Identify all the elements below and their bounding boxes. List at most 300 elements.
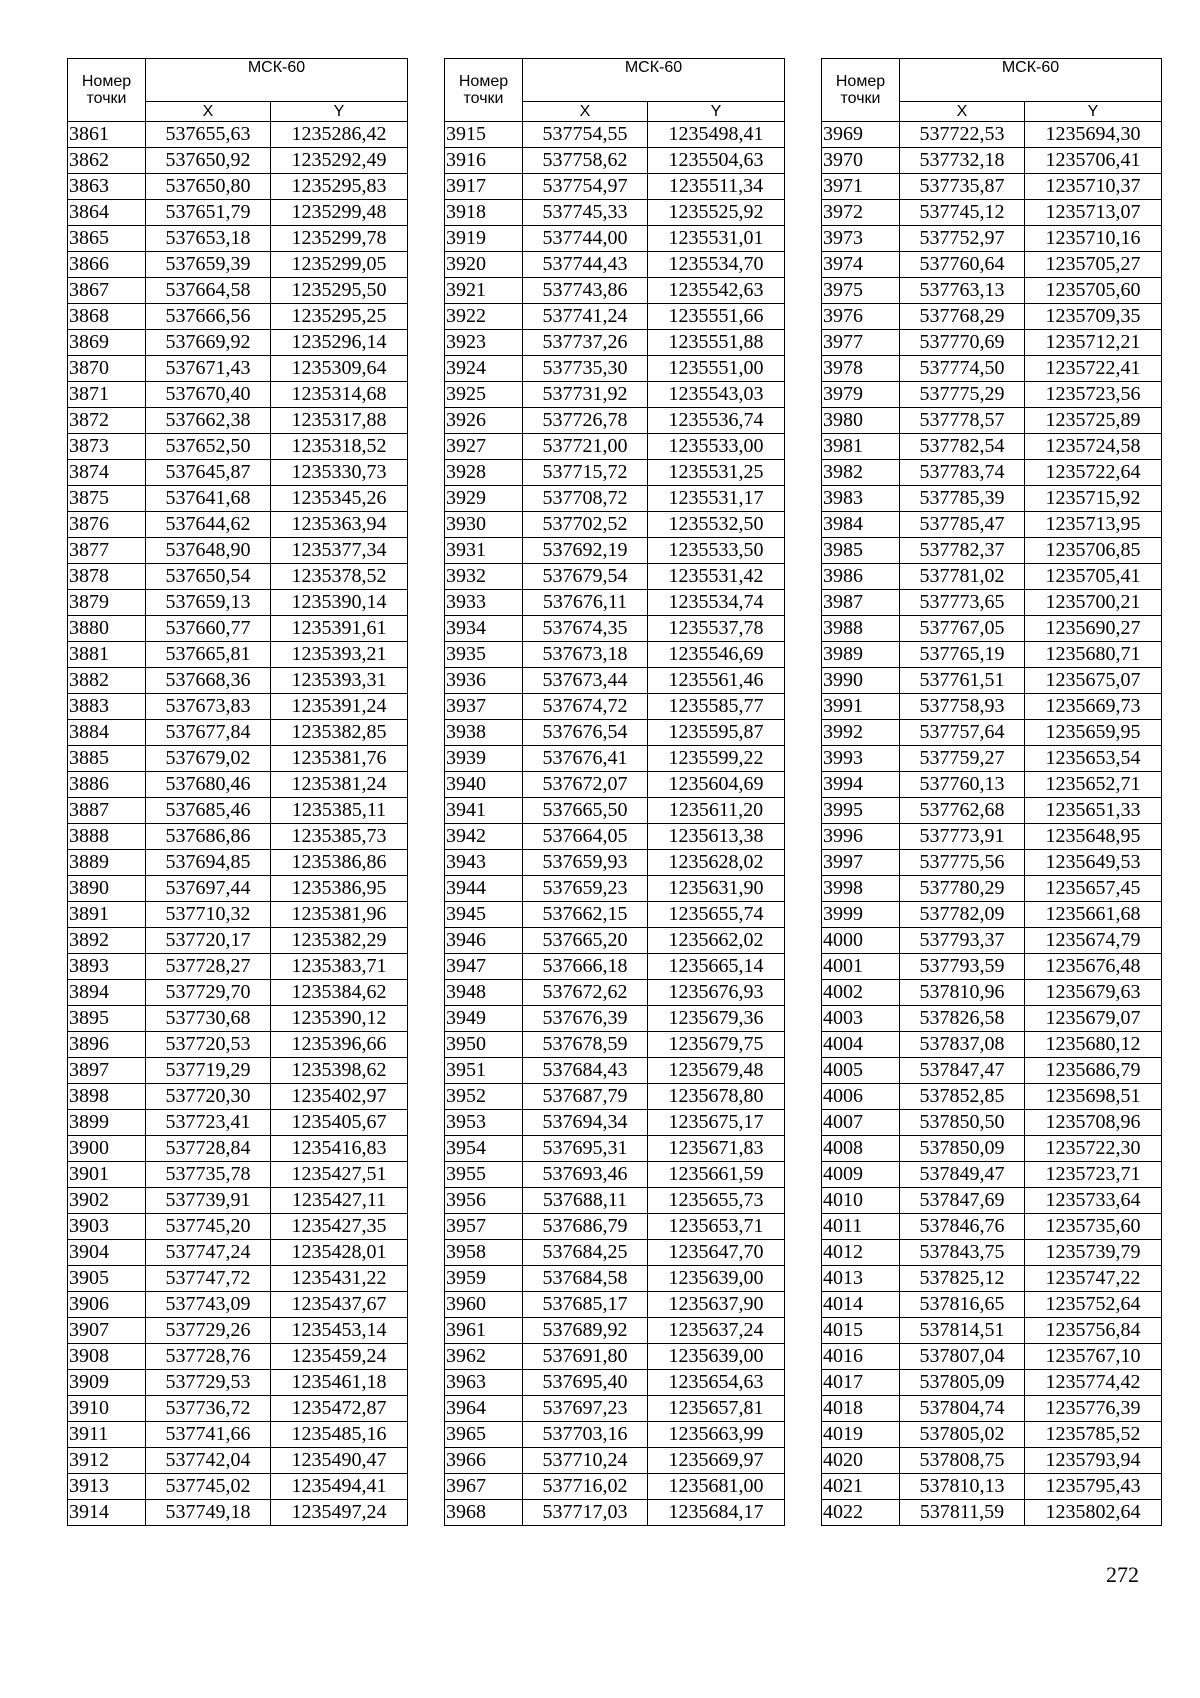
y-coordinate-cell: 1235377,34 xyxy=(271,538,408,564)
y-coordinate-cell: 1235679,07 xyxy=(1025,1006,1162,1032)
table-row xyxy=(68,1448,408,1474)
point-number-cell: 3902 xyxy=(68,1188,146,1214)
x-coordinate-cell: 537666,18 xyxy=(523,954,648,980)
x-coordinate-cell: 537676,39 xyxy=(523,1006,648,1032)
y-coordinate-cell: 1235706,41 xyxy=(1025,148,1162,174)
x-coordinate-cell: 537761,51 xyxy=(900,668,1025,694)
y-coordinate-cell: 1235537,78 xyxy=(648,616,785,642)
x-coordinate-cell: 537728,27 xyxy=(146,954,271,980)
point-number-cell: 4007 xyxy=(822,1110,900,1136)
x-coordinate-cell: 537744,00 xyxy=(523,226,648,252)
x-coordinate-cell: 537717,03 xyxy=(523,1500,648,1526)
point-number-cell: 3873 xyxy=(68,434,146,460)
table-row xyxy=(822,226,1162,252)
y-coordinate-cell: 1235655,74 xyxy=(648,902,785,928)
x-coordinate-cell: 537804,74 xyxy=(900,1396,1025,1422)
table-row xyxy=(822,434,1162,460)
point-number-cell: 4009 xyxy=(822,1162,900,1188)
y-coordinate-cell: 1235776,39 xyxy=(1025,1396,1162,1422)
point-number-cell: 3948 xyxy=(445,980,523,1006)
point-number-cell: 4018 xyxy=(822,1396,900,1422)
y-coordinate-cell: 1235498,41 xyxy=(648,122,785,148)
x-coordinate-cell: 537660,77 xyxy=(146,616,271,642)
point-number-cell: 3971 xyxy=(822,174,900,200)
point-number-cell: 3881 xyxy=(68,642,146,668)
y-coordinate-cell: 1235722,64 xyxy=(1025,460,1162,486)
point-number-cell: 3932 xyxy=(445,564,523,590)
x-coordinate-cell: 537770,69 xyxy=(900,330,1025,356)
point-number-cell: 3908 xyxy=(68,1344,146,1370)
point-number-cell: 3992 xyxy=(822,720,900,746)
point-number-cell: 3940 xyxy=(445,772,523,798)
point-number-cell: 3937 xyxy=(445,694,523,720)
point-number-cell: 4021 xyxy=(822,1474,900,1500)
table-row xyxy=(68,1370,408,1396)
point-number-cell: 3878 xyxy=(68,564,146,590)
table-row xyxy=(68,720,408,746)
table-row xyxy=(822,980,1162,1006)
table-row xyxy=(822,902,1162,928)
y-coordinate-cell: 1235680,12 xyxy=(1025,1032,1162,1058)
table-row xyxy=(68,928,408,954)
x-coordinate-cell: 537758,62 xyxy=(523,148,648,174)
x-coordinate-cell: 537735,30 xyxy=(523,356,648,382)
table-row xyxy=(822,1474,1162,1500)
x-coordinate-cell: 537715,72 xyxy=(523,460,648,486)
table-row xyxy=(822,1058,1162,1084)
x-coordinate-cell: 537689,92 xyxy=(523,1318,648,1344)
y-coordinate-cell: 1235649,53 xyxy=(1025,850,1162,876)
y-coordinate-cell: 1235295,25 xyxy=(271,304,408,330)
point-number-cell: 3973 xyxy=(822,226,900,252)
y-coordinate-cell: 1235599,22 xyxy=(648,746,785,772)
y-coordinate-cell: 1235497,24 xyxy=(271,1500,408,1526)
point-number-cell: 3969 xyxy=(822,122,900,148)
point-number-cell: 3900 xyxy=(68,1136,146,1162)
table-row xyxy=(68,1266,408,1292)
x-coordinate-cell: 537723,41 xyxy=(146,1110,271,1136)
x-coordinate-cell: 537742,04 xyxy=(146,1448,271,1474)
y-coordinate-cell: 1235653,71 xyxy=(648,1214,785,1240)
point-number-cell: 3949 xyxy=(445,1006,523,1032)
point-number-cell: 3960 xyxy=(445,1292,523,1318)
y-coordinate-cell: 1235739,79 xyxy=(1025,1240,1162,1266)
x-coordinate-cell: 537743,86 xyxy=(523,278,648,304)
point-number-cell: 3895 xyxy=(68,1006,146,1032)
point-number-cell: 3981 xyxy=(822,434,900,460)
table-row xyxy=(822,356,1162,382)
y-coordinate-cell: 1235709,35 xyxy=(1025,304,1162,330)
table-row xyxy=(445,304,785,330)
point-number-cell: 3906 xyxy=(68,1292,146,1318)
table-row xyxy=(822,746,1162,772)
x-coordinate-cell: 537686,86 xyxy=(146,824,271,850)
y-coordinate-cell: 1235669,97 xyxy=(648,1448,785,1474)
y-coordinate-cell: 1235531,01 xyxy=(648,226,785,252)
y-coordinate-cell: 1235705,27 xyxy=(1025,252,1162,278)
table-row xyxy=(822,772,1162,798)
table-row xyxy=(445,694,785,720)
point-number-header: Номер точки xyxy=(822,59,900,122)
y-coordinate-cell: 1235546,69 xyxy=(648,642,785,668)
table-row xyxy=(68,1084,408,1110)
point-number-cell: 3885 xyxy=(68,746,146,772)
y-coordinate-cell: 1235710,16 xyxy=(1025,226,1162,252)
point-number-cell: 3869 xyxy=(68,330,146,356)
point-number-cell: 4006 xyxy=(822,1084,900,1110)
point-number-cell: 3967 xyxy=(445,1474,523,1500)
x-coordinate-cell: 537849,47 xyxy=(900,1162,1025,1188)
y-coordinate-cell: 1235536,74 xyxy=(648,408,785,434)
y-coordinate-cell: 1235383,71 xyxy=(271,954,408,980)
x-coordinate-cell: 537676,11 xyxy=(523,590,648,616)
point-number-cell: 3995 xyxy=(822,798,900,824)
table-row xyxy=(822,564,1162,590)
table-row xyxy=(68,590,408,616)
point-number-cell: 3951 xyxy=(445,1058,523,1084)
point-number-cell: 3961 xyxy=(445,1318,523,1344)
x-coordinate-cell: 537697,23 xyxy=(523,1396,648,1422)
y-coordinate-cell: 1235459,24 xyxy=(271,1344,408,1370)
point-number-cell: 3998 xyxy=(822,876,900,902)
x-coordinate-cell: 537652,50 xyxy=(146,434,271,460)
x-coordinate-cell: 537650,92 xyxy=(146,148,271,174)
point-number-cell: 3996 xyxy=(822,824,900,850)
y-coordinate-cell: 1235690,27 xyxy=(1025,616,1162,642)
table-row xyxy=(445,1396,785,1422)
point-number-cell: 4013 xyxy=(822,1266,900,1292)
table-row xyxy=(445,356,785,382)
point-number-cell: 3889 xyxy=(68,850,146,876)
point-number-cell: 3980 xyxy=(822,408,900,434)
point-number-cell: 3870 xyxy=(68,356,146,382)
table-row xyxy=(68,382,408,408)
x-coordinate-cell: 537685,46 xyxy=(146,798,271,824)
point-number-cell: 3924 xyxy=(445,356,523,382)
x-coordinate-cell: 537785,39 xyxy=(900,486,1025,512)
x-coordinate-cell: 537745,33 xyxy=(523,200,648,226)
point-number-cell: 4008 xyxy=(822,1136,900,1162)
point-number-cell: 3901 xyxy=(68,1162,146,1188)
table-row xyxy=(68,798,408,824)
table-row xyxy=(68,200,408,226)
point-number-cell: 3931 xyxy=(445,538,523,564)
x-coordinate-cell: 537768,29 xyxy=(900,304,1025,330)
y-coordinate-cell: 1235386,86 xyxy=(271,850,408,876)
x-coordinate-cell: 537722,53 xyxy=(900,122,1025,148)
table-row xyxy=(445,252,785,278)
x-coordinate-cell: 537814,51 xyxy=(900,1318,1025,1344)
x-header: X xyxy=(523,102,648,122)
table-row xyxy=(822,382,1162,408)
y-coordinate-cell: 1235534,74 xyxy=(648,590,785,616)
x-coordinate-cell: 537805,09 xyxy=(900,1370,1025,1396)
x-coordinate-cell: 537645,87 xyxy=(146,460,271,486)
y-coordinate-cell: 1235345,26 xyxy=(271,486,408,512)
y-coordinate-cell: 1235542,63 xyxy=(648,278,785,304)
y-coordinate-cell: 1235661,68 xyxy=(1025,902,1162,928)
y-coordinate-cell: 1235637,24 xyxy=(648,1318,785,1344)
point-number-cell: 3879 xyxy=(68,590,146,616)
y-coordinate-cell: 1235651,33 xyxy=(1025,798,1162,824)
table-row xyxy=(822,1266,1162,1292)
coordinate-system-header: МСК-60 xyxy=(523,59,785,102)
x-coordinate-cell: 537684,25 xyxy=(523,1240,648,1266)
x-coordinate-cell: 537732,18 xyxy=(900,148,1025,174)
x-coordinate-cell: 537697,44 xyxy=(146,876,271,902)
y-coordinate-cell: 1235427,35 xyxy=(271,1214,408,1240)
y-coordinate-cell: 1235595,87 xyxy=(648,720,785,746)
x-coordinate-cell: 537694,34 xyxy=(523,1110,648,1136)
x-coordinate-cell: 537720,17 xyxy=(146,928,271,954)
point-number-cell: 3880 xyxy=(68,616,146,642)
x-coordinate-cell: 537673,44 xyxy=(523,668,648,694)
coordinates-table-1 xyxy=(67,58,408,1526)
table-row xyxy=(445,1344,785,1370)
point-number-cell: 3944 xyxy=(445,876,523,902)
table-row xyxy=(822,174,1162,200)
table-row xyxy=(445,330,785,356)
point-number-cell: 3958 xyxy=(445,1240,523,1266)
point-number-cell: 4001 xyxy=(822,954,900,980)
point-number-cell: 3884 xyxy=(68,720,146,746)
table-row xyxy=(68,694,408,720)
x-coordinate-cell: 537741,24 xyxy=(523,304,648,330)
table-row xyxy=(68,746,408,772)
x-coordinate-cell: 537651,79 xyxy=(146,200,271,226)
table-row xyxy=(822,1006,1162,1032)
table-row xyxy=(822,642,1162,668)
table-row xyxy=(445,746,785,772)
x-coordinate-cell: 537729,26 xyxy=(146,1318,271,1344)
table-row xyxy=(445,1370,785,1396)
y-coordinate-cell: 1235648,95 xyxy=(1025,824,1162,850)
x-coordinate-cell: 537679,54 xyxy=(523,564,648,590)
table-row xyxy=(445,1162,785,1188)
x-coordinate-cell: 537653,18 xyxy=(146,226,271,252)
x-coordinate-cell: 537728,76 xyxy=(146,1344,271,1370)
x-coordinate-cell: 537782,37 xyxy=(900,538,1025,564)
table-row xyxy=(445,512,785,538)
y-coordinate-cell: 1235684,17 xyxy=(648,1500,785,1526)
table-row xyxy=(822,824,1162,850)
x-coordinate-cell: 537684,43 xyxy=(523,1058,648,1084)
table-row xyxy=(445,902,785,928)
y-coordinate-cell: 1235405,67 xyxy=(271,1110,408,1136)
table-row xyxy=(822,1084,1162,1110)
x-coordinate-cell: 537747,24 xyxy=(146,1240,271,1266)
table-row xyxy=(822,616,1162,642)
x-coordinate-cell: 537810,13 xyxy=(900,1474,1025,1500)
table-row xyxy=(445,486,785,512)
x-coordinate-cell: 537710,32 xyxy=(146,902,271,928)
x-coordinate-cell: 537665,20 xyxy=(523,928,648,954)
table-row xyxy=(445,668,785,694)
y-coordinate-cell: 1235533,00 xyxy=(648,434,785,460)
table-row xyxy=(445,1084,785,1110)
table-row xyxy=(445,226,785,252)
x-coordinate-cell: 537720,30 xyxy=(146,1084,271,1110)
x-coordinate-cell: 537662,15 xyxy=(523,902,648,928)
y-coordinate-cell: 1235427,51 xyxy=(271,1162,408,1188)
table-row xyxy=(445,1266,785,1292)
table-row xyxy=(445,382,785,408)
y-coordinate-cell: 1235490,47 xyxy=(271,1448,408,1474)
point-number-cell: 3921 xyxy=(445,278,523,304)
table-row xyxy=(822,798,1162,824)
table-row xyxy=(445,122,785,148)
table-row xyxy=(68,226,408,252)
table-row xyxy=(68,616,408,642)
table-row xyxy=(445,1032,785,1058)
y-coordinate-cell: 1235382,29 xyxy=(271,928,408,954)
point-number-cell: 3897 xyxy=(68,1058,146,1084)
point-number-cell: 3983 xyxy=(822,486,900,512)
x-coordinate-cell: 537735,78 xyxy=(146,1162,271,1188)
x-coordinate-cell: 537754,55 xyxy=(523,122,648,148)
y-coordinate-cell: 1235657,45 xyxy=(1025,876,1162,902)
point-number-cell: 3978 xyxy=(822,356,900,382)
table-row xyxy=(822,1110,1162,1136)
point-number-cell: 3914 xyxy=(68,1500,146,1526)
table-row xyxy=(822,330,1162,356)
x-coordinate-cell: 537745,12 xyxy=(900,200,1025,226)
y-coordinate-cell: 1235611,20 xyxy=(648,798,785,824)
point-number-cell: 3934 xyxy=(445,616,523,642)
x-coordinate-cell: 537780,29 xyxy=(900,876,1025,902)
point-number-cell: 3899 xyxy=(68,1110,146,1136)
y-coordinate-cell: 1235705,41 xyxy=(1025,564,1162,590)
point-number-cell: 4012 xyxy=(822,1240,900,1266)
table-row xyxy=(445,642,785,668)
y-coordinate-cell: 1235363,94 xyxy=(271,512,408,538)
point-number-cell: 3875 xyxy=(68,486,146,512)
y-coordinate-cell: 1235309,64 xyxy=(271,356,408,382)
table-row xyxy=(445,1318,785,1344)
y-coordinate-cell: 1235286,42 xyxy=(271,122,408,148)
y-coordinate-cell: 1235504,63 xyxy=(648,148,785,174)
y-coordinate-cell: 1235533,50 xyxy=(648,538,785,564)
point-number-cell: 3946 xyxy=(445,928,523,954)
point-number-cell: 3905 xyxy=(68,1266,146,1292)
point-number-cell: 4002 xyxy=(822,980,900,1006)
table-row xyxy=(445,1006,785,1032)
y-coordinate-cell: 1235551,00 xyxy=(648,356,785,382)
table-row xyxy=(68,1396,408,1422)
y-coordinate-cell: 1235604,69 xyxy=(648,772,785,798)
table-row xyxy=(445,1110,785,1136)
table-row xyxy=(822,720,1162,746)
y-coordinate-cell: 1235639,00 xyxy=(648,1266,785,1292)
y-coordinate-cell: 1235628,02 xyxy=(648,850,785,876)
x-coordinate-cell: 537648,90 xyxy=(146,538,271,564)
y-coordinate-cell: 1235676,48 xyxy=(1025,954,1162,980)
y-coordinate-cell: 1235686,79 xyxy=(1025,1058,1162,1084)
table-row xyxy=(445,564,785,590)
x-coordinate-cell: 537693,46 xyxy=(523,1162,648,1188)
table-row xyxy=(68,1110,408,1136)
coordinate-system-header: МСК-60 xyxy=(146,59,408,102)
point-number-cell: 3918 xyxy=(445,200,523,226)
y-coordinate-cell: 1235654,63 xyxy=(648,1370,785,1396)
table-row xyxy=(822,1188,1162,1214)
x-coordinate-cell: 537673,83 xyxy=(146,694,271,720)
x-coordinate-cell: 537778,57 xyxy=(900,408,1025,434)
x-coordinate-cell: 537773,65 xyxy=(900,590,1025,616)
y-coordinate-cell: 1235679,75 xyxy=(648,1032,785,1058)
point-number-cell: 4016 xyxy=(822,1344,900,1370)
x-header: X xyxy=(900,102,1025,122)
table-row xyxy=(445,174,785,200)
table-row xyxy=(822,1162,1162,1188)
point-number-cell: 3912 xyxy=(68,1448,146,1474)
point-number-cell: 3957 xyxy=(445,1214,523,1240)
point-number-cell: 3920 xyxy=(445,252,523,278)
x-coordinate-cell: 537650,54 xyxy=(146,564,271,590)
point-number-cell: 3863 xyxy=(68,174,146,200)
y-coordinate-cell: 1235431,22 xyxy=(271,1266,408,1292)
y-coordinate-cell: 1235715,92 xyxy=(1025,486,1162,512)
point-number-cell: 3939 xyxy=(445,746,523,772)
y-coordinate-cell: 1235705,60 xyxy=(1025,278,1162,304)
point-number-cell: 4017 xyxy=(822,1370,900,1396)
coordinate-system-header: МСК-60 xyxy=(900,59,1162,102)
x-coordinate-cell: 537816,65 xyxy=(900,1292,1025,1318)
y-coordinate-cell: 1235698,51 xyxy=(1025,1084,1162,1110)
x-coordinate-cell: 537749,18 xyxy=(146,1500,271,1526)
point-number-cell: 3874 xyxy=(68,460,146,486)
table-row xyxy=(445,1136,785,1162)
point-number-cell: 3892 xyxy=(68,928,146,954)
table-row xyxy=(822,512,1162,538)
table-row xyxy=(822,148,1162,174)
table-row xyxy=(68,1344,408,1370)
x-coordinate-cell: 537783,74 xyxy=(900,460,1025,486)
y-coordinate-cell: 1235299,05 xyxy=(271,252,408,278)
table-row xyxy=(822,278,1162,304)
point-number-cell: 3959 xyxy=(445,1266,523,1292)
point-number-cell: 4003 xyxy=(822,1006,900,1032)
x-coordinate-cell: 537684,58 xyxy=(523,1266,648,1292)
table-row xyxy=(68,1474,408,1500)
point-number-cell: 3964 xyxy=(445,1396,523,1422)
point-number-cell: 3963 xyxy=(445,1370,523,1396)
table-row xyxy=(68,980,408,1006)
point-number-cell: 3896 xyxy=(68,1032,146,1058)
y-coordinate-cell: 1235585,77 xyxy=(648,694,785,720)
x-coordinate-cell: 537825,12 xyxy=(900,1266,1025,1292)
x-coordinate-cell: 537729,53 xyxy=(146,1370,271,1396)
point-number-cell: 3929 xyxy=(445,486,523,512)
point-number-cell: 3877 xyxy=(68,538,146,564)
y-coordinate-cell: 1235631,90 xyxy=(648,876,785,902)
y-coordinate-cell: 1235295,83 xyxy=(271,174,408,200)
x-coordinate-cell: 537678,59 xyxy=(523,1032,648,1058)
x-coordinate-cell: 537846,76 xyxy=(900,1214,1025,1240)
table-row xyxy=(445,434,785,460)
y-coordinate-cell: 1235381,76 xyxy=(271,746,408,772)
y-coordinate-cell: 1235733,64 xyxy=(1025,1188,1162,1214)
y-coordinate-cell: 1235722,30 xyxy=(1025,1136,1162,1162)
y-coordinate-cell: 1235531,42 xyxy=(648,564,785,590)
y-coordinate-cell: 1235679,63 xyxy=(1025,980,1162,1006)
x-coordinate-cell: 537793,59 xyxy=(900,954,1025,980)
point-number-cell: 3882 xyxy=(68,668,146,694)
x-coordinate-cell: 537694,85 xyxy=(146,850,271,876)
point-number-cell: 3862 xyxy=(68,148,146,174)
x-coordinate-cell: 537736,72 xyxy=(146,1396,271,1422)
point-number-cell: 3919 xyxy=(445,226,523,252)
